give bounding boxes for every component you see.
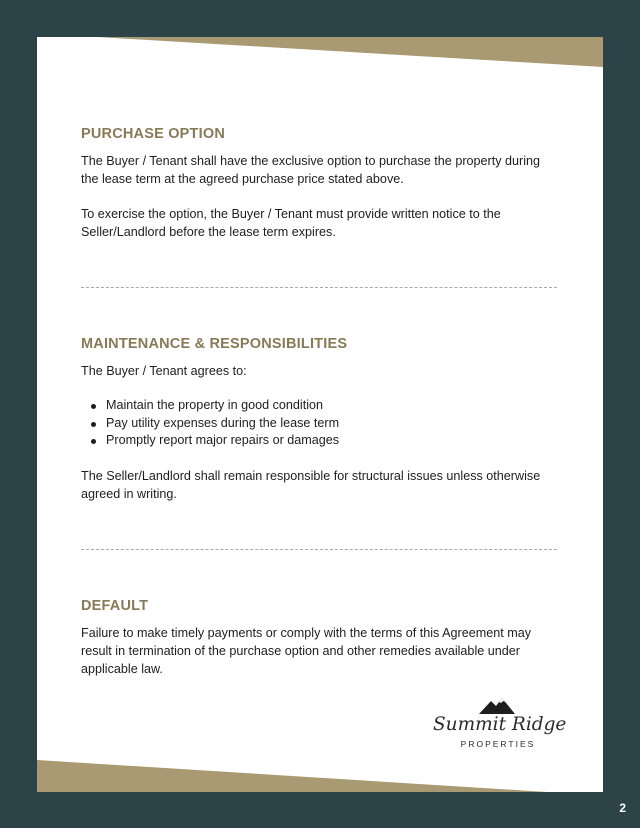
list-item-text: Pay utility expenses during the lease term: [106, 415, 340, 430]
document-page: [37, 37, 603, 792]
list-item-text: Maintain the property in good condition: [106, 398, 324, 412]
default-paragraph: Failure to make timely payments or comply with the terms of this Agreement may result in termination of the purchase option and other remedies available under applicable law.: [81, 626, 532, 676]
bullet-icon: [91, 422, 96, 427]
list-item: [81, 397, 561, 415]
bottom-accent-band: [37, 760, 603, 792]
section-heading-purchase-option: PURCHASE OPTION: [81, 126, 225, 142]
company-logo: [433, 697, 567, 753]
section-heading-default: DEFAULT: [81, 598, 149, 614]
section-divider: [81, 549, 557, 550]
bullet-icon: [91, 439, 96, 444]
maintenance-intro: The Buyer / Tenant agrees to:: [81, 364, 247, 378]
maintenance-list: [81, 397, 561, 450]
section-divider: [81, 287, 557, 288]
top-accent-band: [37, 37, 603, 67]
mountain-icon: [479, 697, 515, 715]
maintenance-closing: The Seller/Landlord shall remain responsible for structural issues unless otherwise agreed in writing.: [81, 469, 541, 501]
list-item-text: Promptly report major repairs or damages: [106, 433, 340, 447]
logo-subtitle: PROPERTIES: [460, 739, 536, 749]
purchase-option-paragraph-2: To exercise the option, the Buyer / Tenant must provide written notice to the Seller/Landlord before the lease term expires.: [81, 207, 501, 239]
purchase-option-paragraph-1: The Buyer / Tenant shall have the exclusive option to purchase the property during the lease term at the agreed purchase price stated above.: [81, 154, 541, 186]
bullet-icon: [91, 404, 96, 409]
logo-name: Summit Ridge: [433, 714, 567, 735]
section-heading-maintenance: MAINTENANCE & RESPONSIBILITIES: [81, 336, 348, 352]
list-item: [81, 415, 561, 433]
list-item: [81, 432, 561, 450]
page-number: 2: [619, 801, 626, 815]
